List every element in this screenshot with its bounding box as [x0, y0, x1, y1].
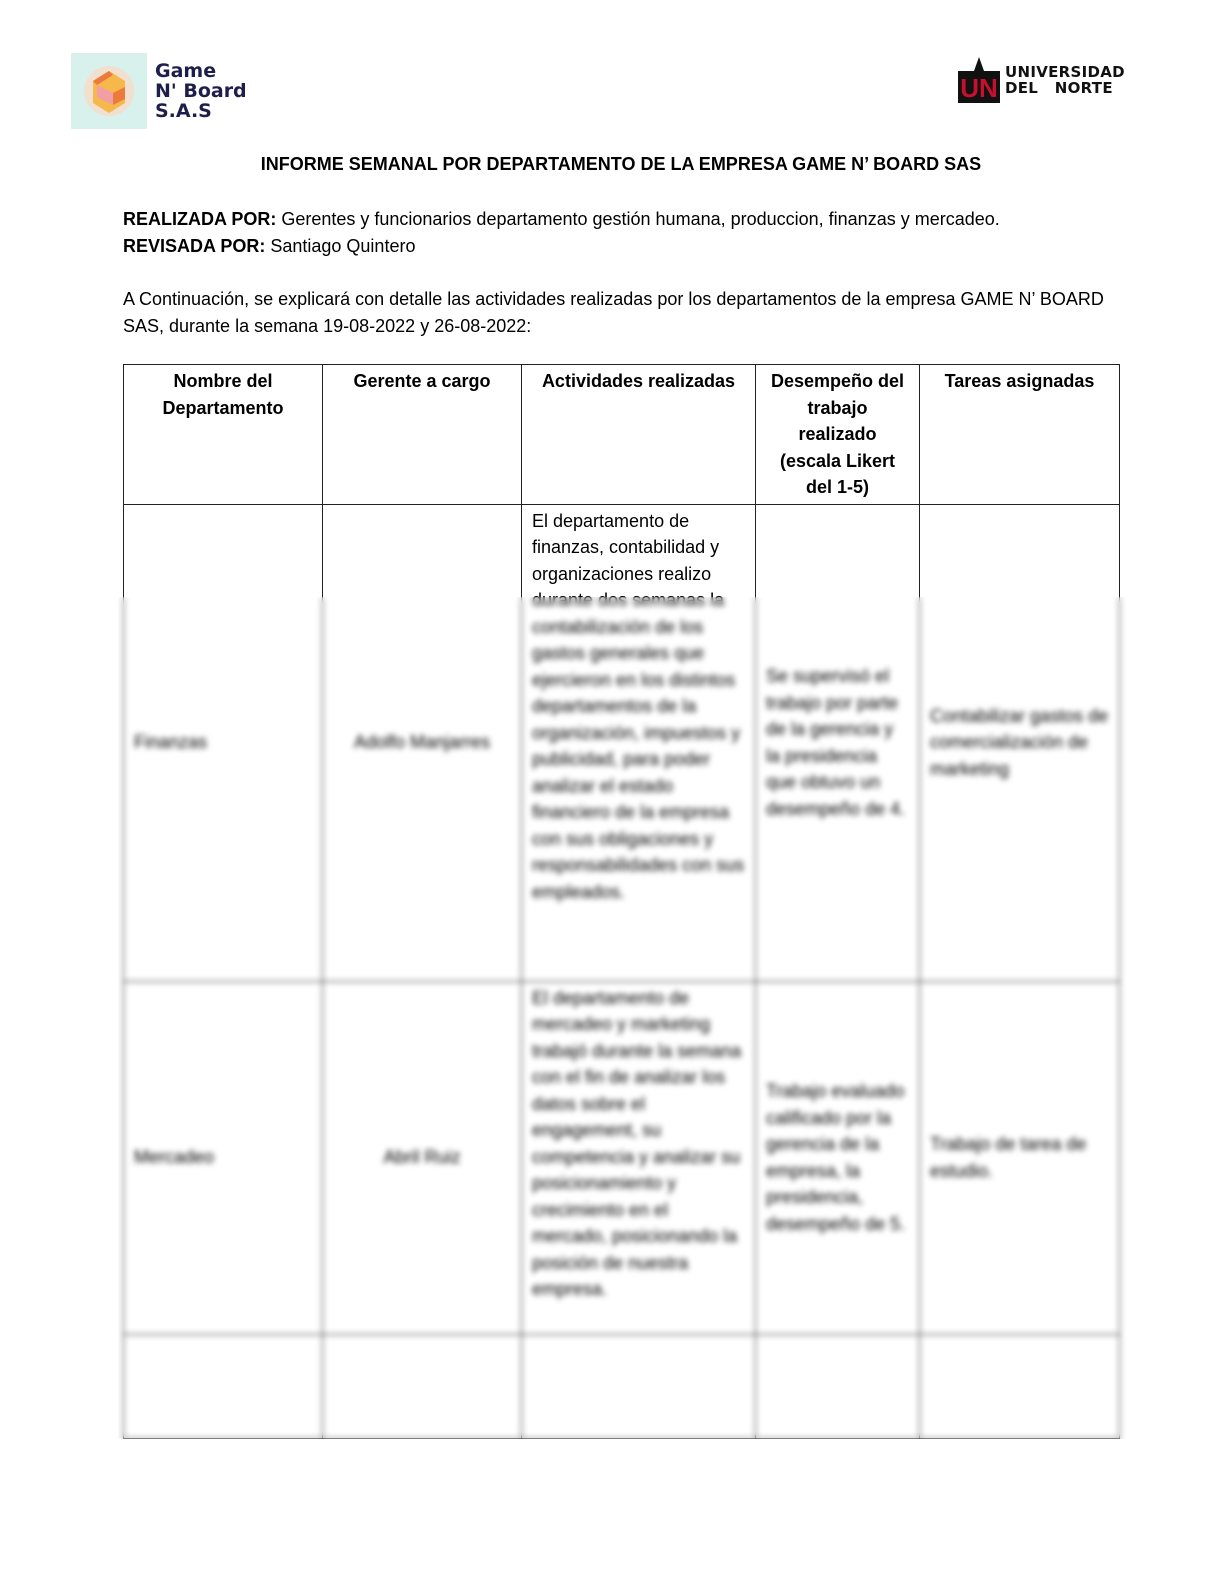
column-header: Gerente a cargo [323, 365, 522, 505]
company-logo [71, 53, 247, 129]
company-logo-line: Game [155, 60, 217, 82]
university-logo [958, 57, 1125, 103]
blurred-region [118, 597, 1128, 1439]
tasks-cell: Trabajo de tarea de estudio. [920, 981, 1120, 1334]
column-header: Desempeño del trabajo realizado (escala Likert del 1-5) [756, 365, 920, 505]
made-by-value: Gerentes y funcionarios departamento gestión humana, produccion, finanzas y mercadeo. [276, 209, 1000, 229]
department-cell: Mercadeo [124, 981, 323, 1334]
manager-cell: Abril Ruiz [323, 981, 522, 1334]
document-title: INFORME SEMANAL POR DEPARTAMENTO DE LA EMPRESA GAME N’ BOARD SAS [260, 154, 982, 174]
manager-cell: Adolfo Manjarres [323, 504, 522, 981]
company-logo-line: S.A.S [155, 100, 212, 122]
activities-cell: El departamento de finanzas, contabilidad y organizaciones realizo durante dos semanas la contabilización de los gastos generales que ejercieron en los distintos departamentos de la organización, impuestos y publicidad, para poder analizar el estado financiero de la empresa con sus obligaciones y responsabilidades con sus empleados. [522, 504, 756, 981]
university-star-icon [958, 57, 1000, 103]
performance-cell: Trabajo evaluado calificado por la gerencia de la empresa, la presidencia, desempeño de 5. [756, 981, 920, 1334]
column-header: Actividades realizadas [522, 365, 756, 505]
document-meta [123, 206, 1123, 260]
made-by-label: REALIZADA POR: [123, 209, 277, 229]
activities-cell: El departamento de mercadeo y marketing trabajó durante la semana con el fin de analizar los datos sobre el engagement, su competencia y analizar su posicionamiento y crecimiento en el mercado, posicionando la posición de nuestra empresa. [522, 981, 756, 1334]
performance-cell: Se supervisó el trabajo por parte de la gerencia y la presidencia que obtuvo un desempeño de 4. [756, 504, 920, 981]
column-header: Tareas asignadas [920, 365, 1120, 505]
company-logo-line: N' Board [155, 80, 247, 102]
university-logo-line: UNIVERSIDAD [1005, 63, 1125, 81]
university-logo-line: DEL NORTE [1005, 79, 1113, 97]
tasks-cell: Contabilizar gastos de comercialización de marketing [920, 504, 1120, 981]
intro-paragraph: A Continuación, se explicará con detalle las actividades realizadas por los departamentos de la empresa GAME N’ BOARD SAS, durante la semana 19-08-2022 y 26-08-2022: [123, 289, 1104, 336]
department-cell: Finanzas [124, 504, 323, 981]
reviewed-by-label: REVISADA POR: [123, 236, 266, 256]
column-header: Nombre del Departamento [124, 365, 323, 505]
company-logo-icon [71, 53, 147, 129]
table-header-row [124, 365, 1120, 505]
svg-text:UN: UN [960, 73, 998, 103]
reviewed-by-value: Santiago Quintero [265, 236, 416, 256]
